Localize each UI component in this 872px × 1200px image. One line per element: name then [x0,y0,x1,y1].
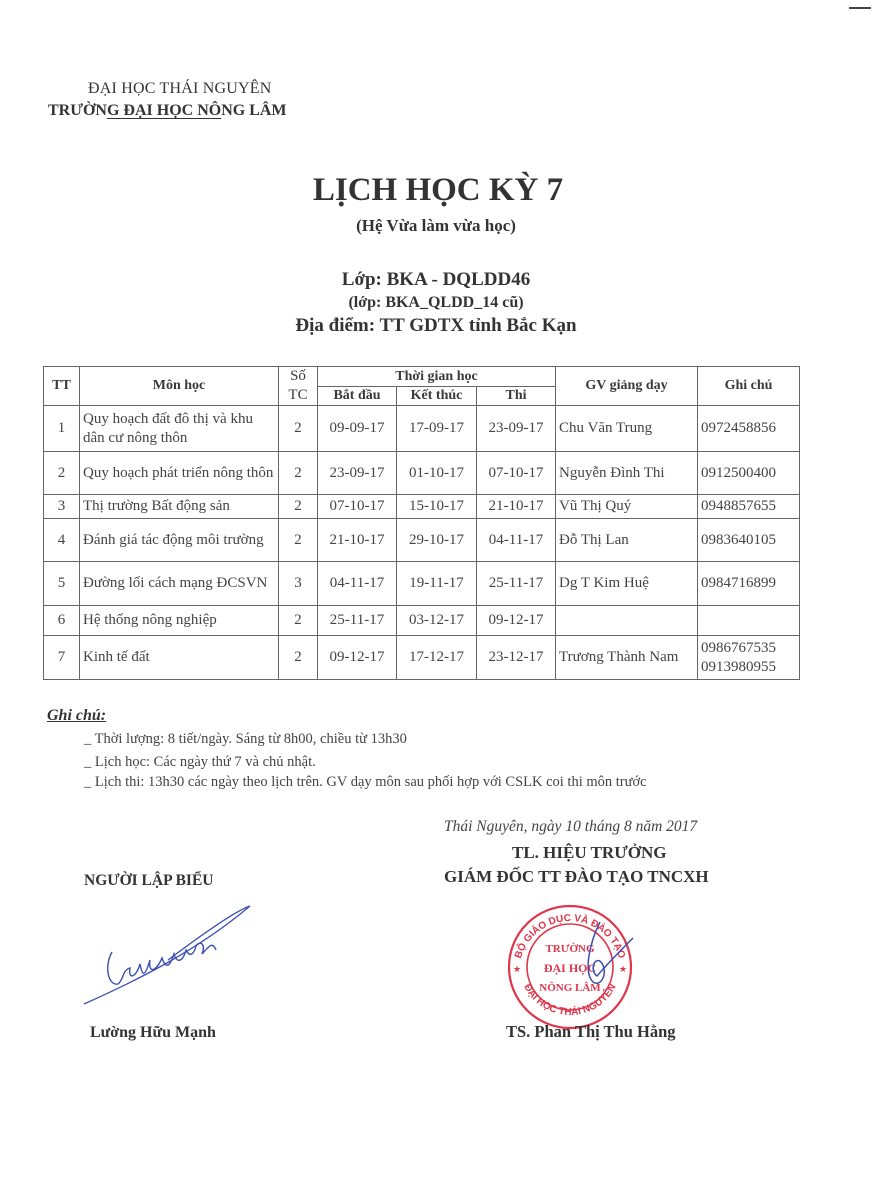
cell-tt: 5 [44,562,80,606]
cell-end: 29-10-17 [397,519,477,562]
cell-credits: 3 [279,562,318,606]
cell-lecturer: Nguyễn Đình Thi [556,452,698,495]
header-credits-line2: TC [288,387,308,403]
cell-tt: 6 [44,606,80,636]
cell-start: 23-09-17 [318,452,397,495]
cell-end: 19-11-17 [397,562,477,606]
cell-lecturer: Vũ Thị Quý [556,495,698,519]
cell-note: 0912500400 [698,452,800,495]
cell-end: 01-10-17 [397,452,477,495]
date-line: Thái Nguyên, ngày 10 tháng 8 năm 2017 [444,818,698,835]
cell-exam: 09-12-17 [477,606,556,636]
cell-subject: Đánh giá tác động môi trường [80,519,279,562]
approver-title: TL. HIỆU TRƯỞNG [512,843,667,862]
class-code: Lớp: BKA - DQLDD46 [341,269,531,290]
svg-text:TRƯỜNG: TRƯỜNG [545,943,595,955]
cell-tt: 1 [44,406,80,452]
note-item: _ Lịch thi: 13h30 các ngày theo lịch trên. GV dạy môn sau phối hợp với CSLK coi thi môn trước [84,774,647,790]
cell-tt: 3 [44,495,80,519]
cell-lecturer: Đỗ Thị Lan [556,519,698,562]
table-row [44,606,800,636]
cell-end: 15-10-17 [397,495,477,519]
phone-1: 0986767535 [701,639,777,656]
cell-exam: 07-10-17 [477,452,556,495]
cell-note [698,636,800,680]
header-note: Ghi chú [698,367,800,406]
cell-subject: Hệ thống nông nghiệp [80,606,279,636]
svg-text:★: ★ [513,964,522,974]
cell-credits: 2 [279,452,318,495]
location: Địa điểm: TT GDTX tỉnh Bắc Kạn [295,315,577,336]
header-credits [279,367,318,406]
cell-credits: 2 [279,519,318,562]
table-row [44,406,800,452]
cell-start: 25-11-17 [318,606,397,636]
maker-name: Lường Hữu Mạnh [90,1024,216,1041]
program-type: (Hệ Vừa làm vừa học) [356,216,516,235]
svg-text:ĐẠI HỌC: ĐẠI HỌC [543,961,597,975]
cell-exam: 25-11-17 [477,562,556,606]
cell-lecturer [556,606,698,636]
notes-heading: Ghi chú: [47,707,107,724]
cell-start: 09-12-17 [318,636,397,680]
school-name-underlined: G ĐẠI HỌC NÔ [106,102,222,119]
table-row [44,452,800,495]
cell-lecturer: Chu Văn Trung [556,406,698,452]
school-name [48,102,287,120]
cell-lecturer: Dg T Kim Huệ [556,562,698,606]
cell-end: 03-12-17 [397,606,477,636]
cell-end: 17-09-17 [397,406,477,452]
table-row [44,495,800,519]
school-name-part: NG LÂM [221,102,287,119]
cell-exam: 23-09-17 [477,406,556,452]
cell-start: 09-09-17 [318,406,397,452]
cell-end: 17-12-17 [397,636,477,680]
note-item: _ Lịch học: Các ngày thứ 7 và chủ nhật. [84,754,316,770]
cell-credits: 2 [279,495,318,519]
table-row [44,519,800,562]
header-start: Bắt đầu [318,387,397,406]
approver-position: GIÁM ĐỐC TT ĐÀO TẠO TNCXH [444,867,709,886]
cell-credits: 2 [279,606,318,636]
table-row [44,636,800,680]
cell-exam: 04-11-17 [477,519,556,562]
maker-signature-icon [78,900,258,1010]
table-row [44,562,800,606]
cell-credits: 2 [279,406,318,452]
cell-exam: 21-10-17 [477,495,556,519]
note-item: _ Thời lượng: 8 tiết/ngày. Sáng từ 8h00, chiều từ 13h30 [84,731,407,747]
cell-tt: 4 [44,519,80,562]
document-title: LỊCH HỌC KỲ 7 [312,172,564,208]
header-credits-line1: Số [290,368,306,384]
scan-corner-mark [849,7,871,9]
header-tt: TT [44,367,80,406]
cell-note [698,606,800,636]
cell-note: 0972458856 [698,406,800,452]
header-lecturer: GV giảng dạy [556,367,698,406]
header-time-group: Thời gian học [318,367,556,387]
maker-title: NGƯỜI LẬP BIỂU [84,872,214,889]
header-exam: Thi [477,387,556,406]
university-name: ĐẠI HỌC THÁI NGUYÊN [88,80,272,97]
header-subject: Môn học [80,367,279,406]
svg-text:NÔNG LÂM: NÔNG LÂM [539,982,601,994]
cell-subject: Quy hoạch phát triển nông thôn [80,452,279,495]
cell-note: 0948857655 [698,495,800,519]
cell-exam: 23-12-17 [477,636,556,680]
approver-name: TS. Phan Thị Thu Hằng [506,1022,676,1041]
schedule-table [43,366,800,680]
header-end: Kết thúc [397,387,477,406]
cell-start: 07-10-17 [318,495,397,519]
cell-tt: 2 [44,452,80,495]
cell-credits: 2 [279,636,318,680]
old-class-code: (lớp: BKA_QLDD_14 cũ) [348,294,524,311]
cell-subject: Quy hoạch đất đô thị và khu dân cư nông thôn [80,406,279,452]
cell-subject: Kinh tế đất [80,636,279,680]
svg-text:BỘ GIÁO DỤC VÀ ĐÀO TẠO: BỘ GIÁO DỤC VÀ ĐÀO TẠO [513,912,627,960]
cell-start: 04-11-17 [318,562,397,606]
cell-subject: Đường lối cách mạng ĐCSVN [80,562,279,606]
cell-note: 0984716899 [698,562,800,606]
school-name-part: TRƯỜN [48,102,107,119]
svg-text:ĐẠI HỌC THÁI NGUYÊN: ĐẠI HỌC THÁI NGUYÊN [521,982,619,1019]
cell-lecturer: Trương Thành Nam [556,636,698,680]
svg-text:★: ★ [619,964,628,974]
official-stamp-icon [505,902,635,1032]
cell-start: 21-10-17 [318,519,397,562]
cell-subject: Thị trường Bất động sản [80,495,279,519]
cell-tt: 7 [44,636,80,680]
cell-note: 0983640105 [698,519,800,562]
phone-2: 0913980955 [701,658,777,675]
